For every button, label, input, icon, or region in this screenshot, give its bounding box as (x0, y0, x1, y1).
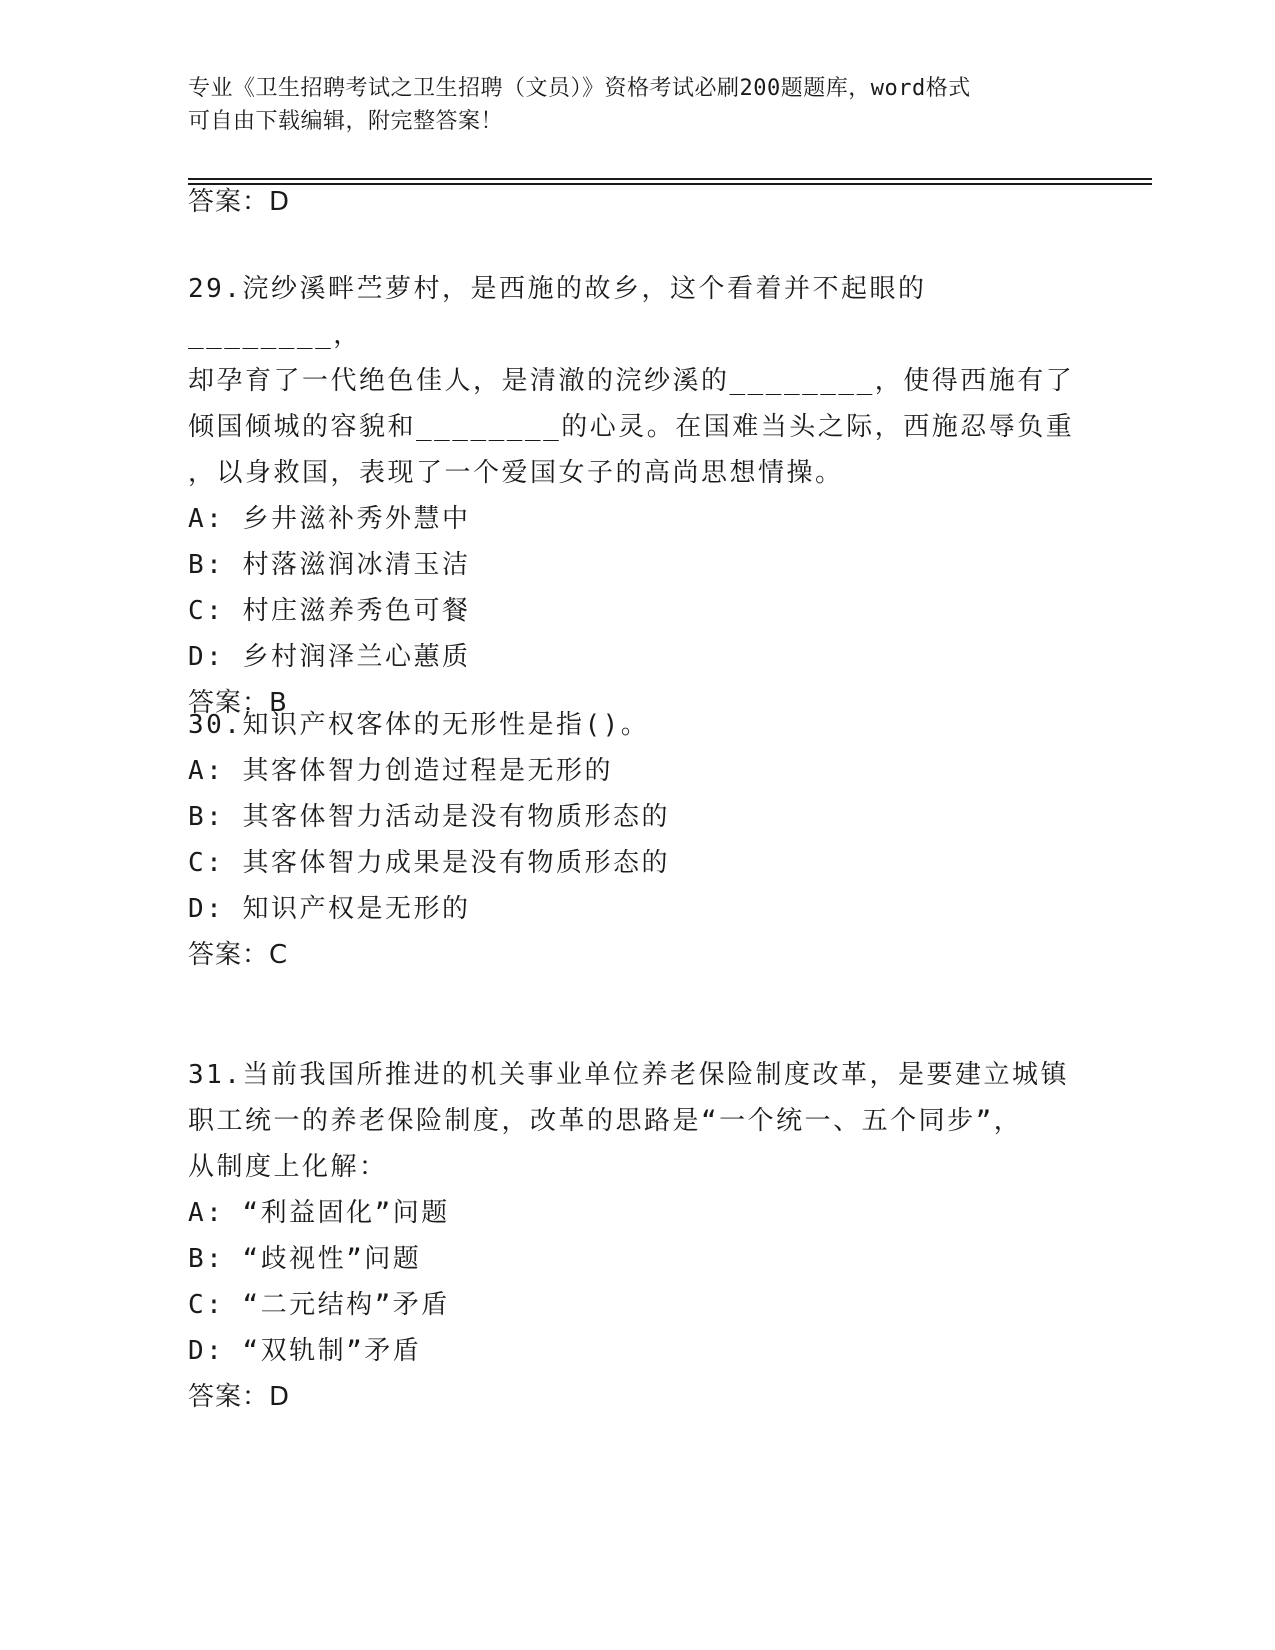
option-a: A: 乡井滋补秀外慧中 (188, 504, 471, 534)
option-a: A: 其客体智力创造过程是无形的 (188, 756, 613, 786)
header-title-line-1: 专业《卫生招聘考试之卫生招聘（文员）》资格考试必刷200题题库，word格式 (188, 76, 971, 101)
document-header (188, 72, 1088, 138)
option-d: D: 知识产权是无形的 (188, 894, 471, 924)
option-d: D: 乡村润泽兰心蕙质 (188, 642, 471, 672)
previous-question-answer: 答案：D (188, 187, 291, 217)
option-c: C: 其客体智力成果是没有物质形态的 (188, 848, 670, 878)
option-b: B: 村落滋润冰清玉洁 (188, 550, 471, 580)
option-a: A: “利益固化”问题 (188, 1198, 450, 1228)
question-29 (188, 266, 1078, 726)
question-stem-line: 倾国倾城的容貌和________的心灵。在国难当头之际，西施忍辱负重 (188, 412, 1075, 442)
answer-line: 答案：D (188, 1382, 291, 1412)
option-b: B: 其客体智力活动是没有物质形态的 (188, 802, 670, 832)
answer-line: 答案：B (188, 688, 288, 718)
question-stem-line: 31.当前我国所推进的机关事业单位养老保险制度改革，是要建立城镇 (188, 1060, 1069, 1090)
header-title-line-2: 可自由下载编辑，附完整答案！ (188, 109, 504, 134)
question-31 (188, 1052, 1078, 1420)
question-stem-line: 职工统一的养老保险制度，改革的思路是“一个统一、五个同步”， (188, 1106, 1023, 1136)
option-d: D: “双轨制”矛盾 (188, 1336, 422, 1366)
header-divider-top (188, 178, 1152, 180)
question-stem-line: 29.浣纱溪畔苎萝村，是西施的故乡，这个看着并不起眼的________， (188, 274, 927, 350)
option-c: C: “二元结构”矛盾 (188, 1290, 450, 1320)
question-stem-line: ，以身救国，表现了一个爱国女子的高尚思想情操。 (188, 458, 844, 488)
header-divider-bottom (188, 183, 1152, 185)
question-stem-line: 却孕育了一代绝色佳人，是清澈的浣纱溪的________，使得西施有了 (188, 366, 1075, 396)
option-c: C: 村庄滋养秀色可餐 (188, 596, 471, 626)
question-30 (188, 702, 1078, 978)
option-b: B: “歧视性”问题 (188, 1244, 422, 1274)
question-stem-line: 从制度上化解： (188, 1152, 388, 1182)
answer-line: 答案：C (188, 940, 289, 970)
question-stem-line: 30.知识产权客体的无形性是指()。 (188, 710, 650, 740)
